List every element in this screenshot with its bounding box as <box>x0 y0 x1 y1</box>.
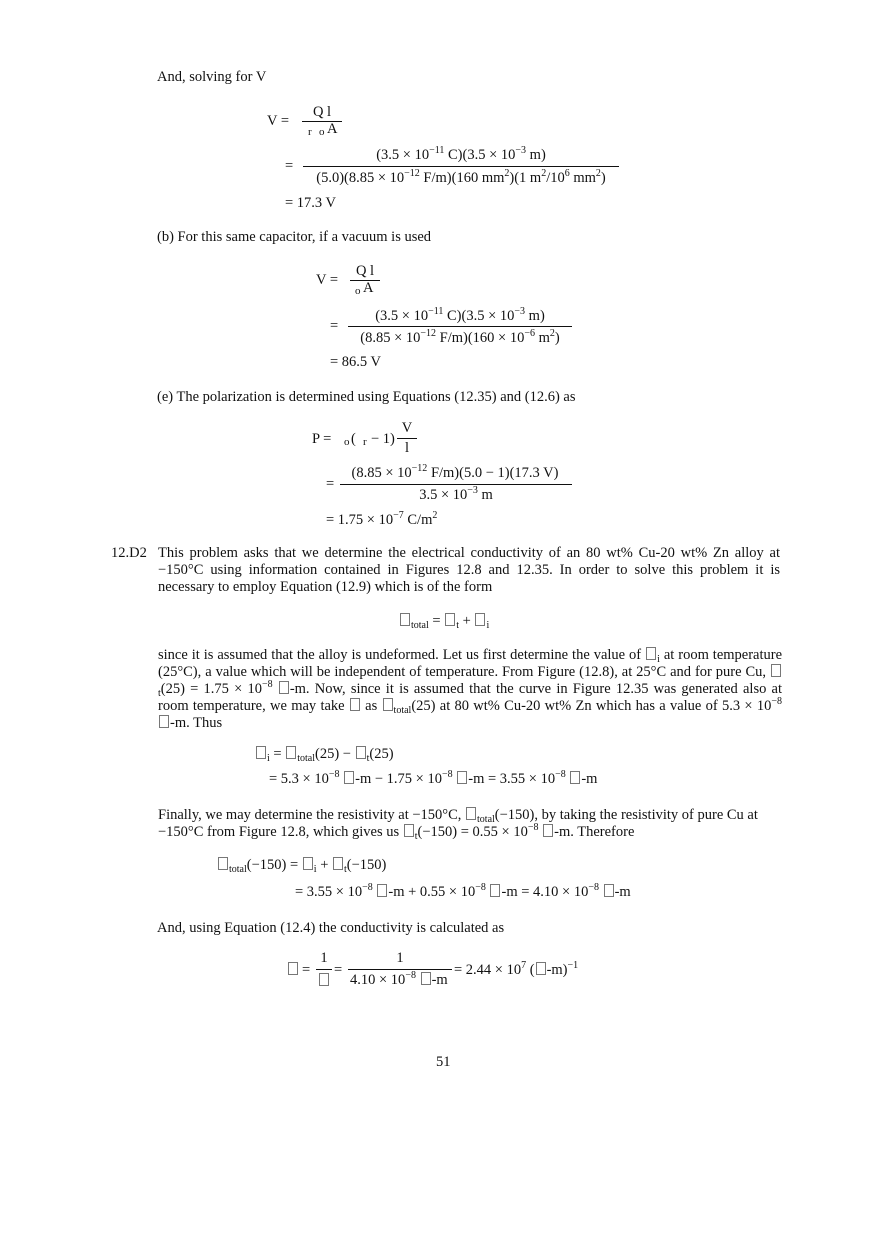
part-a-numerator: ($3.5 \times 10^{-11}$ $C)(3.5 \times 10^{-3}$ m) <box>376 145 546 163</box>
part-b-intro: (b) For this same capacitor, if a vacuum is used <box>157 229 432 245</box>
rho-symbol-icon <box>466 807 476 820</box>
part-b-long-frac-line <box>348 326 572 327</box>
rho-symbol-icon <box>218 857 228 870</box>
part-e-eps-o: o <box>344 436 350 448</box>
conductivity-equals-2: = <box>334 962 343 978</box>
equation-12-9: $_{total}$ = $_t$ + $_i$ <box>399 613 489 630</box>
conductivity-frac-line <box>348 969 452 970</box>
part-b-frac-num: Q l <box>355 263 375 279</box>
part-e-denominator: $3.5 \times 10^{-3}$ m <box>419 485 493 503</box>
rho-symbol-icon <box>445 613 455 626</box>
part-a-denominator: $(5.0)(8.85 \times 10^{-12}$ F/m)(160 $mm^2)(1$ $m^2/10^6$ $mm^2$) <box>316 168 606 186</box>
part-e-result: = $1.75 \times 10^{-7}$ $C/m^2$ <box>326 510 438 528</box>
reciprocal-numerator: 1 <box>320 950 328 966</box>
rho-symbol-icon <box>646 647 656 660</box>
reciprocal-frac-line <box>316 969 332 970</box>
omega-symbol-icon <box>421 972 431 985</box>
part-b-eps-o: o <box>355 285 361 297</box>
reciprocal-denominator <box>317 973 331 990</box>
part-b-v-label: V = <box>316 272 339 288</box>
part-e-eps-r: r <box>363 436 367 448</box>
rho-symbol-icon <box>333 857 343 870</box>
part-a-equals: = <box>285 158 294 174</box>
omega-symbol-icon <box>279 681 289 694</box>
sigma-symbol <box>287 962 299 979</box>
rho-symbol-icon <box>383 698 393 711</box>
part-b-numerator: ($3.5 \times 10^{-11}$ $C)(3.5 \times 10^{-3}$ m) <box>375 306 545 324</box>
omega-symbol-icon <box>490 884 500 897</box>
equation-rho-total-line1: $_{total}$(−150) = $_i$ + $_t$(−150) <box>217 857 386 874</box>
part-e-frac-num: V <box>401 420 413 436</box>
part-e-open-paren: ( <box>351 431 356 447</box>
omega-symbol-icon <box>159 715 169 728</box>
paragraph-minus-150: Finally, we may determine the resistivity at −150°C, $_{total}$(−150), by taking the resistivity of pure Cu at −150°C from Figure 12.8, which gives us $_t(-150) = 0.55 \times 10^{-8}$ -m. Therefore <box>158 807 758 842</box>
part-a-eps-r: r <box>308 126 312 138</box>
part-e-frac-line <box>397 438 417 439</box>
rho-symbol-icon <box>771 664 781 677</box>
part-a-frac-num: Q l <box>312 104 332 120</box>
part-a-result: = 17.3 V <box>285 195 337 211</box>
rho-symbol-icon <box>475 613 485 626</box>
part-e-numerator: ($8.85 \times 10^{-12}$ F/m)(5.0 − 1)(17.3 V) <box>351 463 559 481</box>
rho-symbol-icon <box>404 824 414 837</box>
part-b-equals: = <box>330 318 339 334</box>
part-a-den-area: A <box>327 121 338 137</box>
problem-intro-paragraph: This problem asks that we determine the electrical conductivity of an 80 wt% Cu-20 wt% Zn alloy at −150°C using information contained in Figures 12.8 and 12.35. In order to solve this problem it is necessary to employ Equation (12.9) which is of the form <box>158 545 780 595</box>
part-a-long-frac-line <box>303 166 619 167</box>
paragraph-room-temperature: since it is assumed that the alloy is undeformed. Let us first determine the value of $_i$ at room temperature (25°C), a value which will be independent of temperature. From Figure (12.8), at 25°C and for pure Cu, $_t(25) = 1.75 \times 10^{-8}$ -m. Now, since it is assumed that the curve in Figure 12.35 was generated also at room temperature, we may take as $_{total}$(25) at 80 wt% Cu-20 wt% Zn which has a value of $5.3 \times 10^{-8}$ -m. Thus <box>158 647 783 731</box>
equation-rho-i-line2: = $5.3 \times 10^{-8}$ $-m - 1.75 \times 10^{-8}$ $-m = 3.55 \times 10^{-8}$ -m <box>269 769 598 787</box>
omega-symbol-icon <box>377 884 387 897</box>
part-e-long-frac-line <box>340 484 572 485</box>
conductivity-denominator: $4.10 \times 10^{-8}$ -m <box>350 970 448 988</box>
problem-label: 12.D2 <box>111 545 147 561</box>
conductivity-equals: = <box>302 962 311 978</box>
rho-symbol-icon <box>400 613 410 626</box>
omega-symbol-icon <box>536 962 546 975</box>
part-a-eps-o: o <box>319 126 325 138</box>
part-e-equals: = <box>326 476 335 492</box>
equation-rho-i-line1: $_i$ = $_{total}$(25) − $_t$(25) <box>255 746 394 763</box>
page-number: 51 <box>436 1054 451 1070</box>
omega-symbol-icon <box>543 824 553 837</box>
rho-symbol-icon <box>256 746 266 759</box>
part-a-intro: And, solving for V <box>157 69 267 85</box>
omega-symbol-icon <box>457 771 467 784</box>
part-e-p-label: P = <box>312 431 332 447</box>
part-a-v-label: V = <box>267 113 290 129</box>
omega-symbol-icon <box>604 884 614 897</box>
rho-symbol-icon <box>319 973 329 986</box>
omega-symbol-icon <box>344 771 354 784</box>
omega-symbol-icon <box>570 771 580 784</box>
part-b-denominator: ($8.85 \times 10^{-12}$ $F/m)(160 \times 10^{-6}$ $m^2$) <box>360 328 560 346</box>
rho-symbol-icon <box>303 857 313 870</box>
rho-symbol-icon <box>286 746 296 759</box>
equation-rho-total-line2: = $3.55 \times 10^{-8}$ $-m + 0.55 \times 10^{-8}$ $-m = 4.10 \times 10^{-8}$ -m <box>295 882 631 900</box>
part-e-frac-den: l <box>404 440 410 456</box>
part-b-den-area: A <box>363 280 374 296</box>
conductivity-numerator: 1 <box>396 950 404 966</box>
rho-symbol-icon <box>350 698 360 711</box>
part-b-result: = 86.5 V <box>330 354 382 370</box>
part-e-intro: (e) The polarization is determined using Equations (12.35) and (12.6) as <box>157 389 576 405</box>
rho-symbol-icon <box>356 746 366 759</box>
paragraph-conductivity-intro: And, using Equation (12.4) the conductivity is calculated as <box>157 920 505 936</box>
sigma-symbol-icon <box>288 962 298 975</box>
part-e-minus-one: − 1) <box>371 431 395 447</box>
conductivity-result: = $2.44 \times 10^7$ ( -m)$^{-1}$ <box>454 960 579 978</box>
